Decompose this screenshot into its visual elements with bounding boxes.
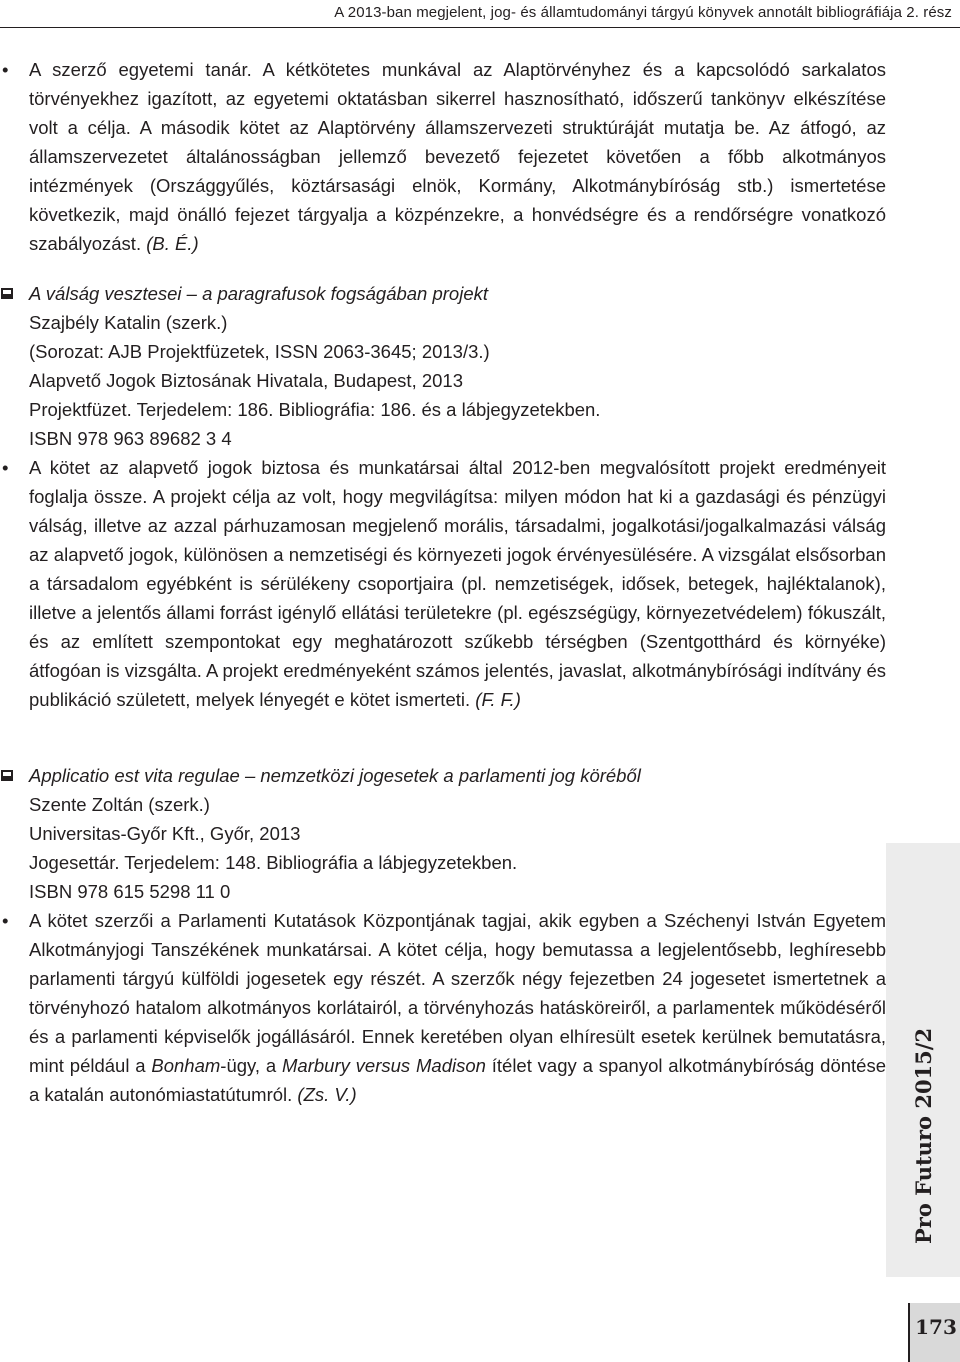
annotation-text: A kötet az alapvető jogok biztosa és munkatársai által 2012-ben megvalósított projekt eredményeit foglalja össze. A projekt célja az volt, hogy megvilágítsa: milyen módon hat ki a gazdasági és pénzügyi válság, illetve az azzal párhuzamosan megjelenő morális, társadalmi, jogalkotási/jogalkalmazási válság az alapvető jogok, különösen a nemzetiségi és környezeti jogok érvényesülésére. A vizsgálat elsősorban a társadalom egyébként is sérülékeny csoportjaira (pl. nemzetiségek, idősek, betegek, hajléktalanok), illetve a jelentős állami forrást igénylő ellátási területekre (pl. egészségügy, környezetvédelem) fókuszált, és az említett szempontokat egy meghatározott szűkebb térségben (Szentgotthárd és környéke) átfogóan is vizsgálta. A projekt eredményeként számos jelentés, javaslat, alkotmánybírósági indítvány és publikáció született, melyek lényegét e kötet ismerteti.	[29, 457, 886, 710]
annotator-initials: (B. É.)	[146, 233, 199, 254]
entry-editor: Szente Zoltán (szerk.)	[29, 794, 210, 815]
page-number: 173	[915, 1315, 957, 1339]
running-header	[0, 0, 960, 28]
annotation-text: A szerző egyetemi tanár. A kétkötetes munkával az Alaptörvényhez és a kapcsolódó sarkalatos törvényekhez igazított, az egyetemi oktatásban sikerrel hasznosítható, időszerű tankönyv elkészítése volt a célja. A második kötet az Alaptörvény államszervezeti struktúráját mutatja be. Az átfogó, az államszervezetet általánosságban jellemző bevezető fejezetet követően a főbb alkotmányos intézmények (Országgyűlés, köztársasági elnök, Kormány, Alkotmánybíróság stb.) ismertetése következik, majd önálló fejezet tárgyalja a közpénzekre, a honvédségre és a rendőrségre vonatkozó szabályozást.	[29, 59, 886, 254]
entry-isbn: ISBN 978 963 89682 3 4	[29, 428, 232, 449]
bullet-dot-icon: •	[2, 910, 9, 931]
entry-editor: Szajbély Katalin (szerk.)	[29, 312, 228, 333]
running-title: A 2013-ban megjelent, jog- és államtudományi tárgyú könyvek annotált bibliográfiája 2. rész	[334, 4, 952, 21]
entry-extent: Jogesettár. Terjedelem: 148. Bibliográfia a lábjegyzetekben.	[29, 852, 518, 873]
journal-name: Pro Futuro 2015/2	[911, 1027, 936, 1244]
bibliography-column	[0, 55, 886, 1109]
case-name-marbury: Marbury versus Madison	[282, 1055, 486, 1076]
entry-isbn: ISBN 978 615 5298 11 0	[29, 881, 231, 902]
bullet-dot-icon: •	[2, 59, 9, 80]
bullet-dot-icon: •	[2, 457, 9, 478]
case-name-bonham: Bonham	[151, 1055, 221, 1076]
bibliography-entry	[0, 761, 886, 1109]
annotation-paragraph	[0, 906, 886, 1109]
annotator-initials: (F. F.)	[475, 689, 521, 710]
annotation-text: -ügy, a	[220, 1055, 282, 1076]
entry-title: A válság vesztesei – a paragrafusok fogságában projekt	[0, 279, 886, 308]
entry-title: Applicatio est vita regulae – nemzetközi jogesetek a parlamenti jog köréből	[0, 761, 886, 790]
bibliography-entry	[0, 279, 886, 714]
page-number-box	[908, 1303, 960, 1362]
annotation-paragraph	[0, 55, 886, 258]
annotation-text: ítélet vagy a spanyol alkotmánybíróság döntése a katalán autonómiastatútumról.	[29, 1055, 886, 1105]
entry-publisher: Alapvető Jogok Biztosának Hivatala, Budapest, 2013	[29, 370, 464, 391]
entry-square-bullet-icon	[1, 770, 13, 781]
entry-square-bullet-icon	[1, 288, 13, 299]
entry-publisher: Universitas-Győr Kft., Győr, 2013	[29, 823, 301, 844]
entry-annotation-1	[0, 55, 886, 258]
annotator-initials: (Zs. V.)	[297, 1084, 357, 1105]
entry-series: (Sorozat: AJB Projektfüzetek, ISSN 2063-3645; 2013/3.)	[29, 341, 490, 362]
annotation-paragraph	[0, 453, 886, 714]
annotation-text: A kötet szerzői a Parlamenti Kutatások Központjának tagjai, akik egyben a Széchenyi István Egyetem Alkotmányjogi Tanszékének munkatársai. A kötet célja, hogy bemutassa a legjelentősebb, leghíresebb parlamenti tárgyú külföldi jogesetek egy részét. A szerzők négy fejezetben 24 jogesetet ismertetnek a törvényhozó hatalom alkotmányos korlátairól, a törvényhozás hatásköreiről, a parlamentek működéséről és a parlamenti képviselők jogállásáról. Ennek keretében olyan elhíresült esetek kerülnek bemutatásra, mint például a	[29, 910, 886, 1076]
entry-extent: Projektfüzet. Terjedelem: 186. Bibliográfia: 186. és a lábjegyzetekben.	[29, 399, 601, 420]
